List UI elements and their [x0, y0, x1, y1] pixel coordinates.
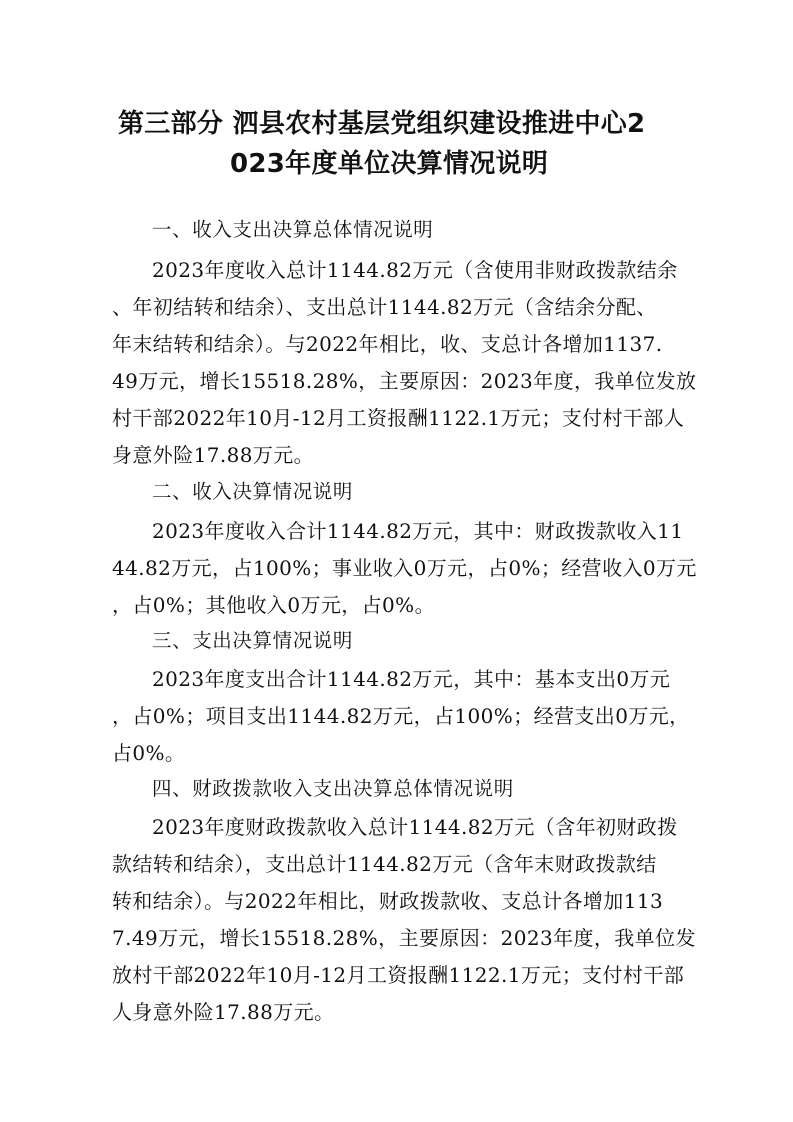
paragraph-line: 49万元，增长15518.28%，主要原因：2023年度，我单位发放 [112, 369, 697, 393]
paragraph-line: 7.49万元，增长15518.28%，主要原因：2023年度，我单位发 [112, 926, 696, 950]
paragraph-line: 2023年度收入合计1144.82万元，其中：财政拨款收入11 [152, 519, 684, 543]
paragraph-line: 年末结转和结余）。与2022年相比，收、支总计各增加1137. [112, 332, 663, 356]
paragraph-line: 2023年度收入总计1144.82万元（含使用非财政拨款结余 [152, 258, 678, 282]
document-title-line-2: 023年度单位决算情况说明 [230, 149, 549, 179]
paragraph-line: ，占0%；项目支出1144.82万元，占100%；经营支出0万元， [112, 704, 690, 728]
paragraph-line: 转和结余）。与2022年相比，财政拨款收、支总计各增加113 [112, 889, 664, 913]
paragraph-line: 2023年度支出合计1144.82万元，其中：基本支出0万元 [152, 667, 671, 691]
paragraph-line: ，占0%；其他收入0万元，占0%。 [112, 593, 435, 617]
paragraph-line: 放村干部2022年10月-12月工资报酬1122.1万元；支付村干部 [112, 963, 685, 987]
section-heading: 三、支出决算情况说明 [152, 629, 354, 652]
paragraph-line: 占0%。 [112, 741, 186, 765]
paragraph-line: 44.82万元，占100%；事业收入0万元，占0%；经营收入0万元 [112, 556, 697, 580]
paragraph-line: 2023年度财政拨款收入总计1144.82万元（含年初财政拨 [152, 815, 678, 839]
section-heading: 四、财政拨款收入支出决算总体情况说明 [152, 777, 514, 800]
document-title-line-1: 第三部分 泗县农村基层党组织建设推进中心2 [118, 109, 646, 139]
paragraph-line: 、年初结转和结余）、支出总计1144.82万元（含结余分配、 [112, 295, 657, 319]
paragraph-line: 村干部2022年10月-12月工资报酬1122.1万元；支付村干部人 [112, 406, 685, 430]
section-heading: 一、收入支出决算总体情况说明 [152, 218, 434, 241]
paragraph-line: 款结转和结余），支出总计1144.82万元（含年末财政拨款结 [112, 852, 657, 876]
section-heading: 二、收入决算情况说明 [152, 480, 354, 503]
paragraph-line: 人身意外险17.88万元。 [112, 1000, 335, 1024]
paragraph-line: 身意外险17.88万元。 [112, 443, 315, 467]
